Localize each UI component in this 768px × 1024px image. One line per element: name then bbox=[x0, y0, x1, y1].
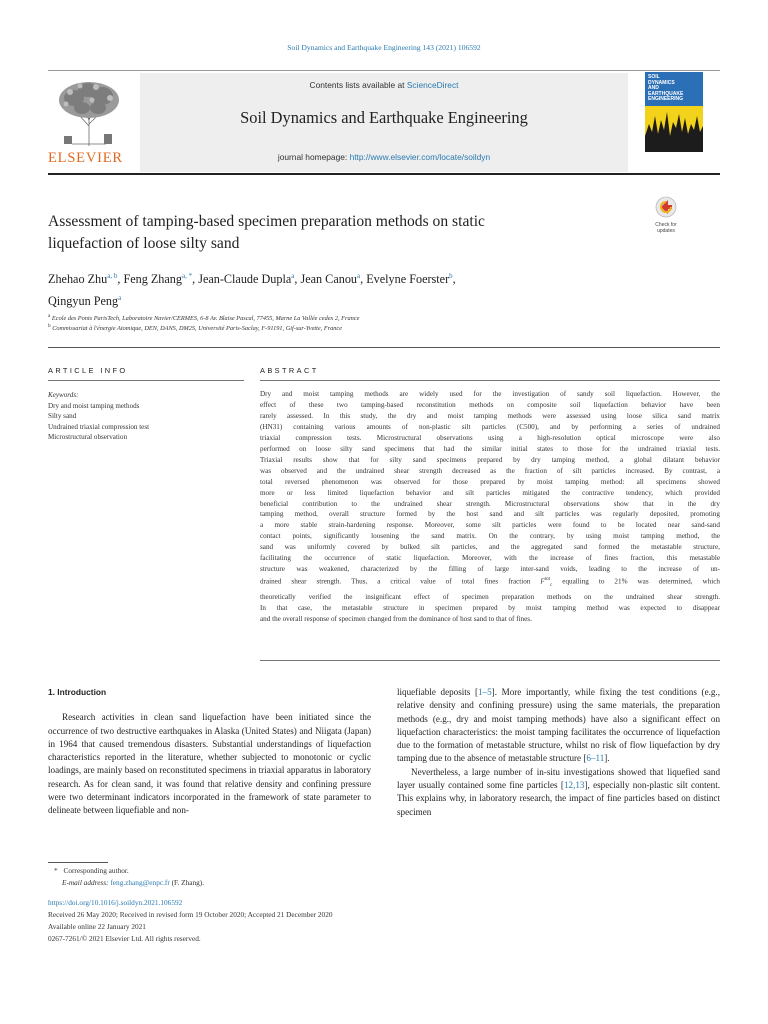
abstract-line: facilitating the occurrence of static liquefaction. Moreover, with the increase of fines fraction, this metastable bbox=[260, 554, 720, 563]
affiliation-a: $^a$ Ecole des Ponts ParisTech, Laboratoire Navier/CERMES, 6-8 Av. Blaise Pascal, 77455, Marne La Vallée cedex 2, France bbox=[48, 313, 360, 323]
email-note: E-mail address: feng.zhang@enpc.fr (F. Zhang). bbox=[62, 878, 205, 887]
author-affil-mark[interactable]: a, * bbox=[182, 272, 193, 280]
author-affil-mark[interactable]: a bbox=[291, 272, 295, 280]
keyword-item: Microstructural observation bbox=[48, 433, 127, 441]
elsevier-tree-logo bbox=[52, 78, 126, 148]
journal-name: Soil Dynamics and Earthquake Engineering bbox=[240, 108, 528, 127]
journal-citation[interactable]: Soil Dynamics and Earthquake Engineering 143 (2021) 106592 bbox=[287, 43, 481, 52]
cover-title: SOIL DYNAMICS AND EARTHQUAKE ENGINEERING bbox=[648, 74, 684, 103]
abstract-line: effect of these two tamping-based reconstitution methods on composite soil liquefaction behavior have been bbox=[260, 400, 720, 409]
sciencedirect-link[interactable]: ScienceDirect bbox=[406, 80, 459, 90]
header-bottom-rule bbox=[48, 173, 720, 175]
homepage-link[interactable]: http://www.elsevier.com/locate/soildyn bbox=[349, 152, 491, 162]
citation-link[interactable]: 6–11 bbox=[586, 753, 605, 764]
abstract-end-rule bbox=[260, 660, 720, 661]
copyright-line: 0267-7261/© 2021 Elsevier Ltd. All rights reserved. bbox=[48, 934, 201, 943]
keywords-block bbox=[48, 390, 228, 443]
abstract-line: In that case, the metastable structure in specimen prepared by moist tamping method was expected to disappear bbox=[260, 603, 720, 612]
abstract-line: theoretically verified the insignificant effect of specimen preparation methods on the undrained shear strength. bbox=[260, 592, 720, 601]
abstract-heading: ABSTRACT bbox=[260, 366, 319, 375]
abstract-line: more or less limited liquefaction behavior and silt particles mitigated the contractive tendency, which provided bbox=[260, 488, 720, 497]
abstract-line: rarely assessed. In this study, the dry and moist tamping methods were assessed using loose silica sand matrix bbox=[260, 411, 720, 420]
check-updates-icon bbox=[646, 196, 686, 218]
affiliation-b: $^b$ Commissariat à l'énergie Atomique, DEN, DANS, DM2S, Université Paris-Saclay, F-91191, Gif-sur-Yvette, France bbox=[48, 323, 342, 333]
keyword-item: Undrained triaxial compression test bbox=[48, 422, 150, 431]
author-name[interactable]: Feng Zhang bbox=[123, 272, 182, 287]
author-affil-mark[interactable]: a bbox=[357, 272, 361, 280]
article-info-rule bbox=[48, 380, 244, 381]
author-name[interactable]: Evelyne Foerster bbox=[366, 272, 450, 287]
keywords-label: Keywords: bbox=[48, 391, 79, 399]
corresponding-author-note: * Corresponding author. bbox=[54, 866, 129, 875]
abstract-line: performed on loose silty sand specimens that had the similar initial states to those for the undrained triaxial tests. bbox=[260, 444, 720, 453]
abstract-line: contact points, significantly loosening the sand matrix. On the contrary, by using moist tamping method, the bbox=[260, 532, 720, 541]
abstract-body bbox=[260, 389, 720, 625]
asterisk-mark: * bbox=[54, 866, 58, 875]
cover-graphic bbox=[645, 106, 703, 152]
check-updates-line1: Check for bbox=[655, 222, 677, 228]
email-link[interactable]: feng.zhang@enpc.fr bbox=[110, 878, 170, 887]
author-list: Zhehao Zhu$^{a, b}$, Feng Zhang$^{a, *}$, Jean-Claude Dupla$^a$, Jean Canou$^a$, Evelyne Foerster$^b$, Qingyun Peng$^a$ bbox=[48, 272, 456, 309]
abstract-rule bbox=[260, 380, 720, 381]
title-line-1: Assessment of tamping-based specimen preparation methods on static bbox=[48, 213, 485, 230]
homepage-line bbox=[140, 152, 628, 162]
left-column bbox=[48, 686, 371, 818]
section-heading: 1. Introduction bbox=[48, 687, 107, 697]
abstract-line: beneficial contribution to the undrained shear strength. Microstructural observations show that in the dry bbox=[260, 499, 720, 508]
body-paragraph: Research activities in clean sand liquefaction have been initiated since the occurrence of two destructive earthquakes in Alaska (United States) and Niigata (Japan) in 1964 that caused tremendous disasters. Substantial understandings of liquefaction characteristics reported in the literature, whether subjected to monotonic or cyclic loadings, are mainly based on reconstituted specimens in triaxial apparatus in laboratory research. As for clean sand, it was found that relative density and confining pressure were two determinant indicators incorporated in the framework of state parameter to delineate between liquefiable and non- bbox=[48, 712, 371, 816]
author-name[interactable]: Jean-Claude Dupla bbox=[198, 272, 292, 287]
abstract-line: Dry and moist tamping methods are widely used for the investigation of sandy soil liquefaction. However, the bbox=[260, 390, 720, 398]
abstract-line: was observed and the undrained shear strength decreased as the fraction of silt particles increased. By contrast, a bbox=[260, 466, 720, 475]
footnote-rule bbox=[48, 862, 108, 863]
author-affil-mark[interactable]: a bbox=[118, 294, 122, 303]
abstract-line: drained shear strength. Thus, a critical value of total fines fraction $F^{tot}_c$ equalling to 21% was determined, which bbox=[260, 577, 720, 588]
contents-line bbox=[140, 80, 628, 90]
author-name[interactable]: Zhehao Zhu bbox=[48, 272, 108, 287]
keyword-item: Dry and moist tamping methods bbox=[48, 401, 140, 410]
check-for-updates-badge[interactable] bbox=[646, 196, 686, 234]
available-online: Available online 22 January 2021 bbox=[48, 922, 146, 931]
abstract-line: total reversed phenomenon was observed for those prepared by moist tamping method: all specimens showed bbox=[260, 477, 720, 486]
abstract-line: a more stable strain-hardening response. Moreover, some silt particles were found to be located near sand-sand bbox=[260, 521, 720, 530]
abstract-line: structure was weakened, characterized by the filling of large inter-sand voids, leading to the increase of un- bbox=[260, 565, 720, 574]
header-top-rule bbox=[48, 70, 720, 71]
affiliation-rule bbox=[48, 347, 720, 348]
citation-link[interactable]: 12,13 bbox=[563, 780, 585, 791]
abstract-line: and the overall response of specimen changed from the dominance of host sand to that of fines. bbox=[260, 614, 532, 623]
article-info-heading: ARTICLE INFO bbox=[48, 366, 128, 375]
right-column bbox=[397, 686, 720, 819]
keyword-item: Silty sand bbox=[48, 412, 77, 420]
author-affil-mark[interactable]: b bbox=[449, 272, 453, 280]
doi-link[interactable]: https://doi.org/10.1016/j.soildyn.2021.106592 bbox=[48, 898, 183, 907]
abstract-line: Triaxial results show that for silty sand specimens prepared by dry tamping method, a global dilatant behavior bbox=[260, 455, 720, 464]
abstract-line: tamping method, overall structure formed by the host sand and silt particles was regularly deposited, promoting bbox=[260, 510, 720, 519]
body-paragraph: liquefiable deposits [1–5]. More importantly, while fixing the test conditions (e.g., relative density and confining pressure) using the same materials, the preparation methods (e.g., dry and moist tamping methods) have also a significant effect on liquefaction characteristics: the moist tamping facilitates the occurrence of liquefaction due to the formation of metastable structure, whilst no risk of flow liquefaction by dry tamping due to the absence of metastable structure [6–11]. bbox=[397, 687, 720, 764]
author-name[interactable]: Qingyun Peng bbox=[48, 294, 119, 309]
body-paragraph: Nevertheless, a large number of in-situ investigations showed that liquefied sand layer usually contained some fine particles [12,13], especially non-plastic silt content. This explains why, in laboratory research, the impact of fine particles based on distinct specimen bbox=[397, 766, 720, 817]
elsevier-wordmark: ELSEVIER bbox=[48, 150, 123, 166]
author-affil-mark[interactable]: a, b bbox=[107, 272, 118, 280]
abstract-line: (HN31) containing various amounts of non-plastic silt particles (C500), and by performing a series of undrained bbox=[260, 422, 720, 431]
homepage-prefix: journal homepage: bbox=[277, 152, 348, 162]
check-updates-line2: updates bbox=[657, 227, 675, 234]
contents-prefix: Contents lists available at bbox=[309, 80, 405, 90]
citation-link[interactable]: 1–5 bbox=[478, 687, 492, 697]
abstract-line: triaxial compression tests. Microstructural observations using a high-resolution optical microscope were also bbox=[260, 433, 720, 442]
journal-cover[interactable] bbox=[645, 72, 703, 152]
author-name[interactable]: Jean Canou bbox=[300, 272, 358, 287]
title-line-2: liquefaction of loose silty sand bbox=[48, 235, 240, 252]
abstract-line: sand was uniformly covered by bulked silt particles, and the aggregated sand formed the metastable structure, bbox=[260, 543, 720, 552]
article-title bbox=[48, 211, 608, 255]
received-dates: Received 26 May 2020; Received in revised form 19 October 2020; Accepted 21 December 2020 bbox=[48, 910, 333, 919]
